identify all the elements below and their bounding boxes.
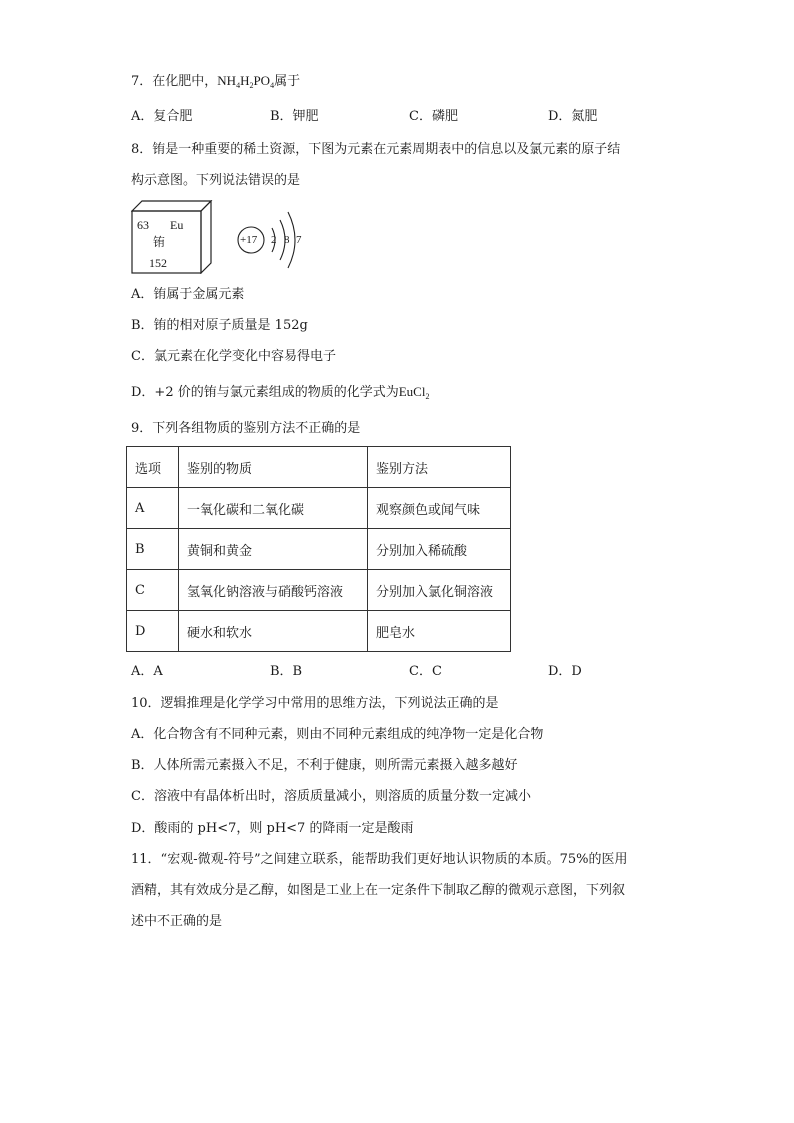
- q7-stem-suffix: 属于: [274, 74, 301, 89]
- table-cell: 一氧化碳和二氧化碳: [179, 488, 368, 529]
- q8-option-c: C．氯元素在化学变化中容易得电子: [131, 349, 336, 364]
- q7-option-c: C．磷肥: [409, 109, 458, 124]
- q9-option-b: B．B: [270, 664, 303, 679]
- table-cell: 硬水和软水: [179, 611, 368, 652]
- tile-atomic-number: 63: [137, 218, 149, 232]
- q9-option-c: C．C: [409, 664, 442, 679]
- atom-shell-1: 2: [271, 234, 277, 246]
- q10-option-a: A．化合物含有不同种元素，则由不同种元素组成的纯净物一定是化合物: [131, 727, 544, 742]
- q7-option-d: D．氮肥: [548, 109, 598, 124]
- tile-symbol: Eu: [170, 218, 184, 232]
- table-cell: 分别加入稀硫酸: [368, 529, 511, 570]
- q9-option-d: D．D: [548, 664, 582, 679]
- q8-option-d: [131, 383, 429, 406]
- table-header-cell: 鉴别的物质: [179, 447, 368, 488]
- q7-stem: [131, 72, 300, 95]
- atom-shell-3: 7: [296, 234, 302, 246]
- table-cell: 观察颜色或闻气味: [368, 488, 511, 529]
- q8-option-a: A．铕属于金属元素: [131, 287, 245, 302]
- q8-option-b: B．铕的相对原子质量是 152g: [131, 318, 308, 333]
- atom-nucleus-charge: +17: [240, 234, 258, 246]
- q9-option-a: A．A: [131, 664, 163, 679]
- table-row: [127, 570, 511, 611]
- q8-stem-line2: 构示意图。下列说法错误的是: [131, 173, 301, 188]
- table-cell: A: [127, 488, 179, 529]
- q10-stem: 10．逻辑推理是化学学习中常用的思维方法，下列说法正确的是: [131, 696, 499, 711]
- table-row: [127, 611, 511, 652]
- q9-options: [131, 663, 691, 681]
- q8-option-d-formula: EuCl$_2$: [398, 384, 430, 401]
- table-header-cell: 鉴别方法: [368, 447, 511, 488]
- table-cell: C: [127, 570, 179, 611]
- table-cell: 黄铜和黄金: [179, 529, 368, 570]
- table-cell: B: [127, 529, 179, 570]
- table-row: [127, 529, 511, 570]
- q10-option-b: B．人体所需元素摄入不足，不利于健康，则所需元素摄入越多越好: [131, 758, 518, 773]
- q7-option-b: B．钾肥: [270, 109, 319, 124]
- q11-stem-line2: 酒精，其有效成分是乙醇，如图是工业上在一定条件下制取乙醇的微观示意图，下列叙: [131, 883, 626, 898]
- table-header-cell: 选项: [127, 447, 179, 488]
- atom-shell-2: 8: [284, 234, 290, 246]
- q7-formula: $NH_4H_2PO_4$: [217, 73, 275, 90]
- tile-atomic-mass: 152: [149, 256, 167, 270]
- q10-option-d: D．酸雨的 pH<7，则 pH<7 的降雨一定是酸雨: [131, 821, 414, 836]
- q11-stem-line1: 11．“宏观-微观-符号”之间建立联系，能帮助我们更好地认识物质的本质。75%的医用: [131, 852, 628, 867]
- table-cell: 氢氧化钠溶液与硝酸钙溶液: [179, 570, 368, 611]
- q9-stem: 9．下列各组物质的鉴别方法不正确的是: [131, 421, 361, 436]
- q7-stem-prefix: 7．在化肥中，: [131, 74, 218, 89]
- chlorine-atom-diagram: [234, 206, 306, 272]
- element-tile-eu: [131, 200, 213, 274]
- tile-cube-outline: [131, 200, 213, 274]
- q8-option-d-text: D．+2 价的铕与氯元素组成的物质的化学式为: [131, 385, 399, 400]
- q9-table: [126, 446, 511, 652]
- tile-element-name: 铕: [153, 235, 166, 249]
- q10-option-c: C．溶液中有晶体析出时，溶质质量减小，则溶质的质量分数一定减小: [131, 789, 531, 804]
- table-row: [127, 488, 511, 529]
- table-header-row: [127, 447, 511, 488]
- q7-option-a: A．复合肥: [131, 109, 193, 124]
- table-cell: 肥皂水: [368, 611, 511, 652]
- table-cell: D: [127, 611, 179, 652]
- q7-options: [131, 108, 691, 126]
- table-cell: 分别加入氯化铜溶液: [368, 570, 511, 611]
- q8-stem-line1: 8．铕是一种重要的稀土资源，下图为元素在元素周期表中的信息以及氯元素的原子结: [131, 142, 621, 157]
- q11-stem-line3: 述中不正确的是: [131, 914, 223, 929]
